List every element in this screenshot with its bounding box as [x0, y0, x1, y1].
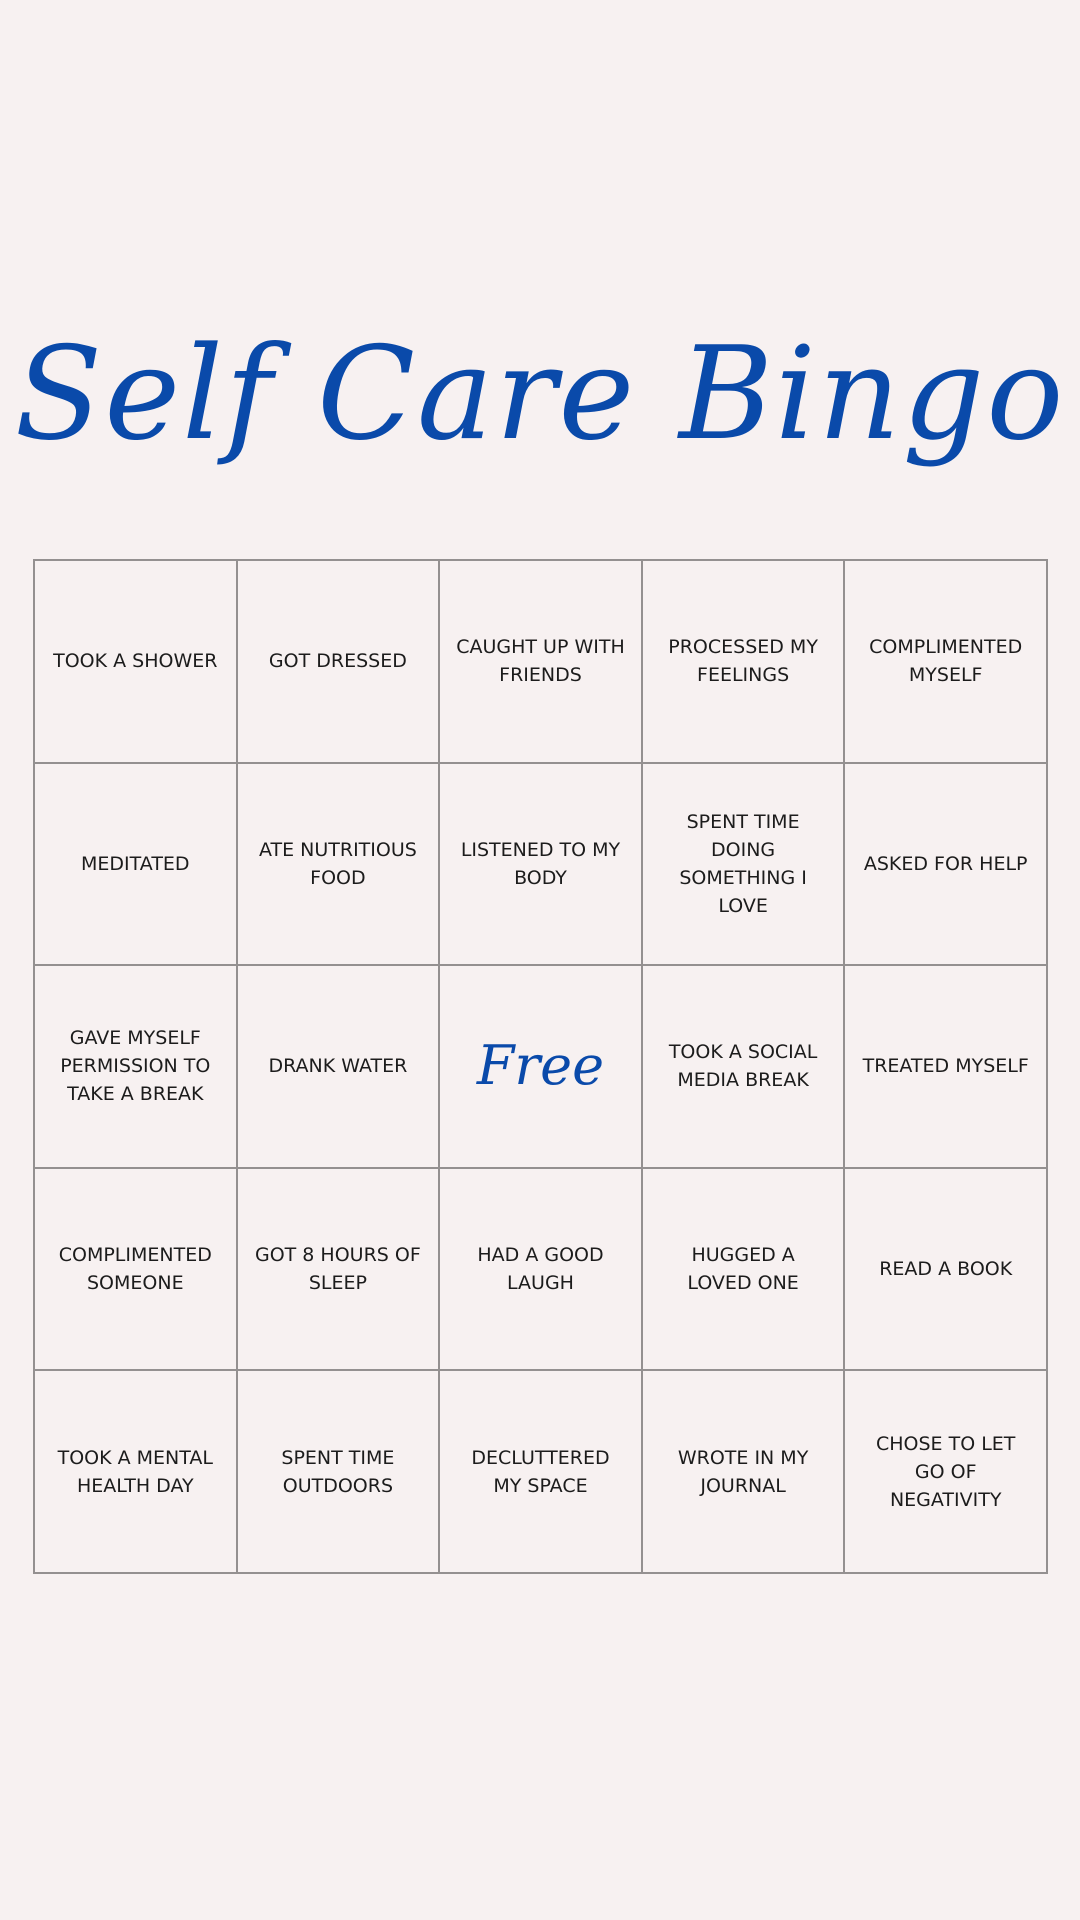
bingo-cell: READ A BOOK — [844, 1168, 1047, 1371]
bingo-cell: TOOK A MENTAL HEALTH DAY — [34, 1370, 237, 1573]
bingo-cell: COMPLIMENTED MYSELF — [844, 560, 1047, 763]
bingo-cell: TOOK A SOCIAL MEDIA BREAK — [642, 965, 845, 1168]
bingo-cell: COMPLIMENTED SOMEONE — [34, 1168, 237, 1371]
bingo-grid — [33, 559, 1048, 1574]
bingo-cell: GOT DRESSED — [237, 560, 440, 763]
bingo-cell: SPENT TIME OUTDOORS — [237, 1370, 440, 1573]
bingo-cell: WROTE IN MY JOURNAL — [642, 1370, 845, 1573]
bingo-cell: SPENT TIME DOING SOMETHING I LOVE — [642, 763, 845, 966]
bingo-cell: GOT 8 HOURS OF SLEEP — [237, 1168, 440, 1371]
bingo-cell: MEDITATED — [34, 763, 237, 966]
bingo-cell: PROCESSED MY FEELINGS — [642, 560, 845, 763]
page-title: Self Care Bingo — [14, 320, 1066, 469]
bingo-cell: DRANK WATER — [237, 965, 440, 1168]
bingo-cell: HAD A GOOD LAUGH — [439, 1168, 642, 1371]
bingo-cell: HUGGED A LOVED ONE — [642, 1168, 845, 1371]
bingo-cell: LISTENED TO MY BODY — [439, 763, 642, 966]
bingo-cell: ASKED FOR HELP — [844, 763, 1047, 966]
bingo-cell: CHOSE TO LET GO OF NEGATIVITY — [844, 1370, 1047, 1573]
bingo-cell: TREATED MYSELF — [844, 965, 1047, 1168]
bingo-cell: DECLUTTERED MY SPACE — [439, 1370, 642, 1573]
bingo-cell: ATE NUTRITIOUS FOOD — [237, 763, 440, 966]
bingo-cell: TOOK A SHOWER — [34, 560, 237, 763]
bingo-cell: CAUGHT UP WITH FRIENDS — [439, 560, 642, 763]
bingo-cell: GAVE MYSELF PERMISSION TO TAKE A BREAK — [34, 965, 237, 1168]
free-space: Free — [439, 965, 642, 1168]
